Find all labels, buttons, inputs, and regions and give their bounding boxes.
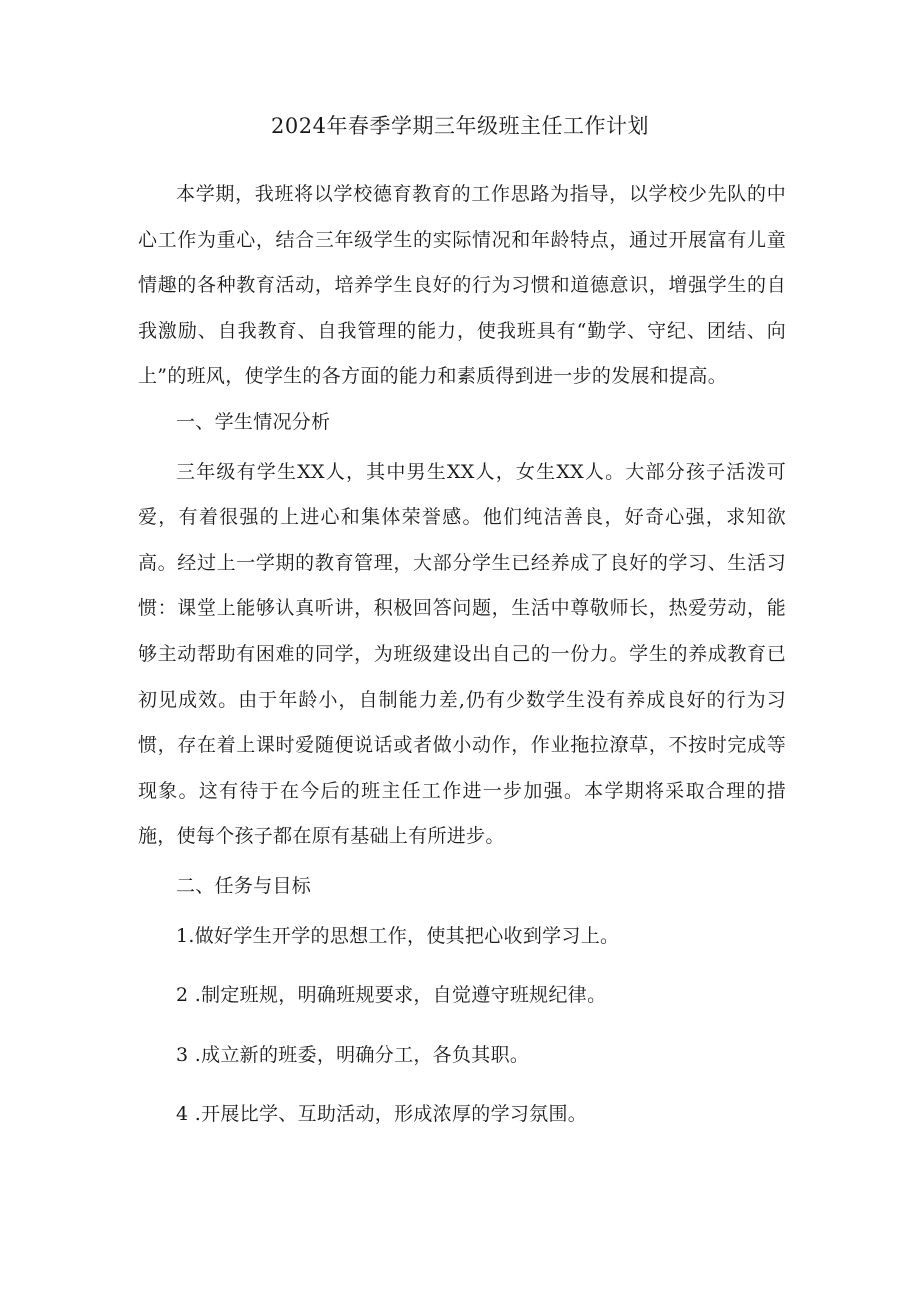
document-title: 2024年春季学期三年级班主任工作计划 bbox=[271, 114, 649, 138]
task-item-1: 1.做好学生开学的思想工作，使其把心收到学习上。 bbox=[176, 924, 620, 947]
task-item-3: 3 .成立新的班委，明确分工，各负其职。 bbox=[176, 1043, 530, 1066]
section-heading-student-analysis: 一、学生情况分析 bbox=[176, 410, 331, 433]
student-analysis-paragraph: 三年级有学生XX人，其中男生XX人，女生XX人。大部分孩子活泼可爱，有着很强的上进心和集体荣誉感。他们纯洁善良，好奇心强，求知欲高。经过上一学期的教育管理，大部分学生已经养成了良好的学习、生活习惯：课堂上能够认真听讲，积极回答问题，生活中尊敬师长，热爱劳动，能够主动帮助有困难的同学，为班级建设出自己的一份力。学生的养成教育已初见成效。由于年龄小，自制能力差,仍有少数学生没有养成良好的行为习惯，存在着上课时爱随便说话或者做小动作，作业拖拉潦草，不按时完成等现象。这有待于在今后的班主任工作进一步加强。本学期将采取合理的措施，使每个孩子都在原有基础上有所进步。 bbox=[138, 460, 786, 848]
intro-paragraph: 本学期，我班将以学校德育教育的工作思路为指导，以学校少先队的中心工作为重心，结合三年级学生的实际情况和年龄特点，通过开展富有儿童情趣的各种教育活动，培养学生良好的行为习惯和道德意识，增强学生的自我激励、自我教育、自我管理的能力，使我班具有“勤学、守纪、团结、向上”的班风，使学生的各方面的能力和素质得到进一步的发展和提高。 bbox=[138, 183, 786, 388]
task-item-2: 2 .制定班规，明确班规要求，自觉遵守班规纪律。 bbox=[176, 984, 607, 1007]
document-body bbox=[138, 172, 786, 1152]
section-heading-tasks-goals: 二、任务与目标 bbox=[176, 874, 312, 897]
task-item-4: 4 .开展比学、互助活动，形成浓厚的学习氛围。 bbox=[176, 1103, 588, 1126]
